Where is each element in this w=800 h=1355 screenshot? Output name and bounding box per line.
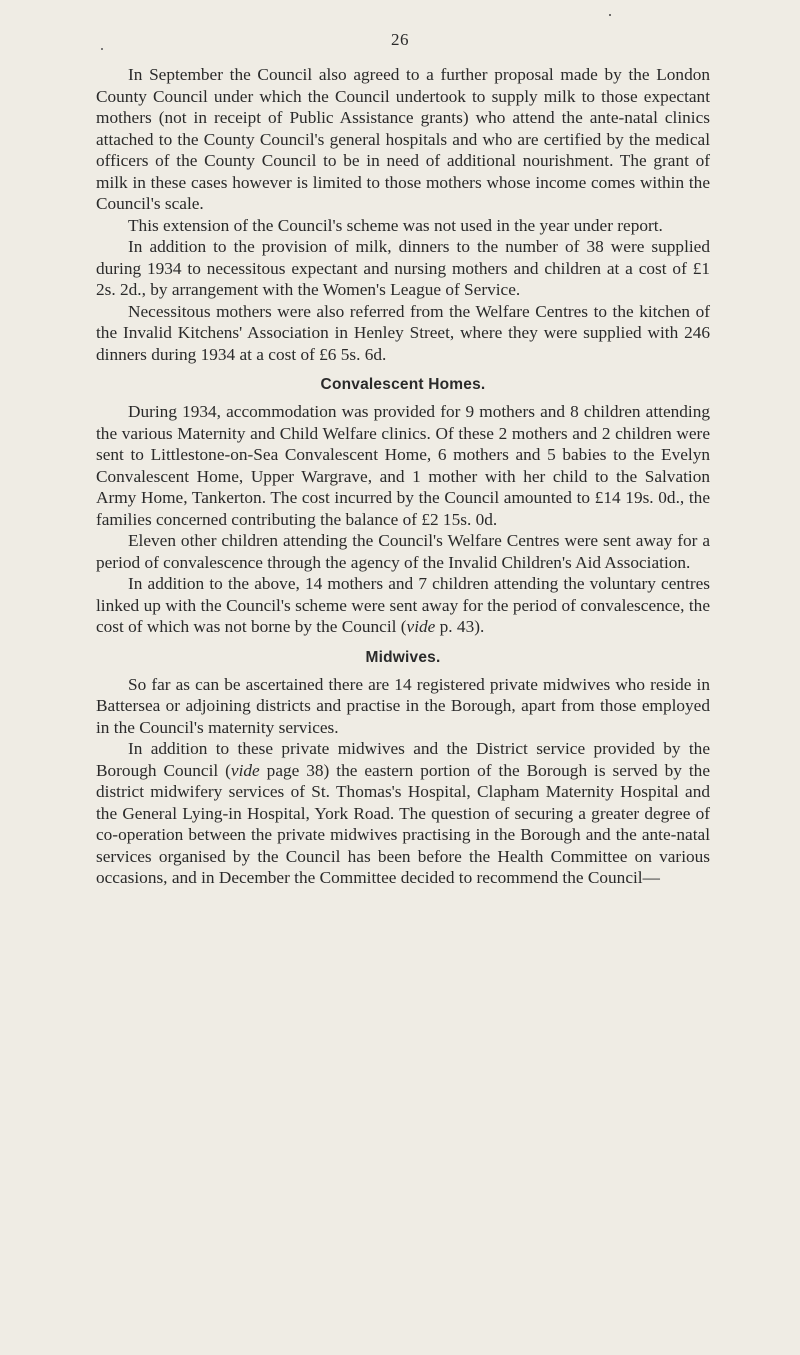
- heading-convalescent-homes: Convalescent Homes.: [320, 376, 486, 393]
- paragraph-dinners: In addition to the provision of milk, dinners to the number of 38 were supplied during 1934 to necessitous expectant and nursing mothers and children at a cost of £1 2s. 2d., by arrangement with the Women's League of Service.: [96, 237, 710, 299]
- text-run: In addition to these private midwives and the District service provided by the Borough Council (: [96, 739, 710, 780]
- text-run: p. 43).: [435, 617, 485, 636]
- body-text: [96, 64, 710, 889]
- paragraph-convalescent-voluntary-centres: [96, 573, 710, 638]
- paragraph-convalescent-eleven-children: Eleven other children attending the Council's Welfare Centres were sent away for a period of convalescence through the agency of the Invalid Children's Aid Association.: [96, 531, 710, 572]
- paragraph-extension-unused: This extension of the Council's scheme was not used in the year under report.: [128, 215, 663, 235]
- paragraph-invalid-kitchens: Necessitous mothers were also referred from the Welfare Centres to the kitchen of the Invalid Kitchens' Association in Henley Street, where they were supplied with 246 dinners during 1934 at a cost of £6 5s. 6d.: [96, 301, 710, 364]
- text-run: In addition to the above, 14 mothers and 7 children attending the voluntary centres linked up with the Council's scheme were sent away for the period of convalescence, the cost of which was not borne by the Council (: [96, 574, 710, 636]
- text-run-italic: vide: [406, 617, 436, 636]
- text-run: page 38) the eastern portion of the Borough is served by the district midwifery services of St. Thomas's Hospital, Clapham Maternity Hospital and the General Lying-in Hospital, York Road. The question of securing a greater degree of co-operation between the private midwives practising in the Borough and the ante-natal services organised by the Council has been before the Health Committee on various occasions, and in December the Committee decided to recommend the Council—: [96, 760, 710, 887]
- speck-mark: [609, 14, 611, 16]
- heading-midwives: Midwives.: [365, 648, 441, 666]
- paragraph-midwives-district-services: [96, 738, 710, 889]
- paragraph-milk-proposal: In September the Council also agreed to a further proposal made by the London County Council under which the Council undertook to supply milk to those expectant mothers (not in receipt of Public Assistance grants) who attend the ante-natal clinics attached to the County Council's general hospitals and who are certified by the medical officers of the County Council to be in need of additional nourishment. The grant of milk in these cases however is limited to those mothers whose income comes within the Council's scale.: [96, 65, 710, 213]
- page-number: 26: [391, 30, 409, 49]
- paragraph-midwives-registered: So far as can be ascertained there are 14 registered private midwives who reside in Battersea or adjoining districts and practise in the Borough, apart from those employed in the Council's maternity services.: [96, 674, 710, 737]
- text-run-italic: vide: [230, 760, 260, 780]
- paragraph-convalescent-accommodation: During 1934, accommodation was provided for 9 mothers and 8 children attending the various Maternity and Child Welfare clinics. Of these 2 mothers and 2 children were sent to Littlestone-on-Sea Convalescent Home, 6 mothers and 5 babies to the Evelyn Convalescent Home, Upper Wargrave, and 1 mother with her child to the Salvation Army Home, Tankerton. The cost incurred by the Council amounted to £14 19s. 0d., the families concerned contributing the balance of £2 15s. 0d.: [96, 402, 710, 529]
